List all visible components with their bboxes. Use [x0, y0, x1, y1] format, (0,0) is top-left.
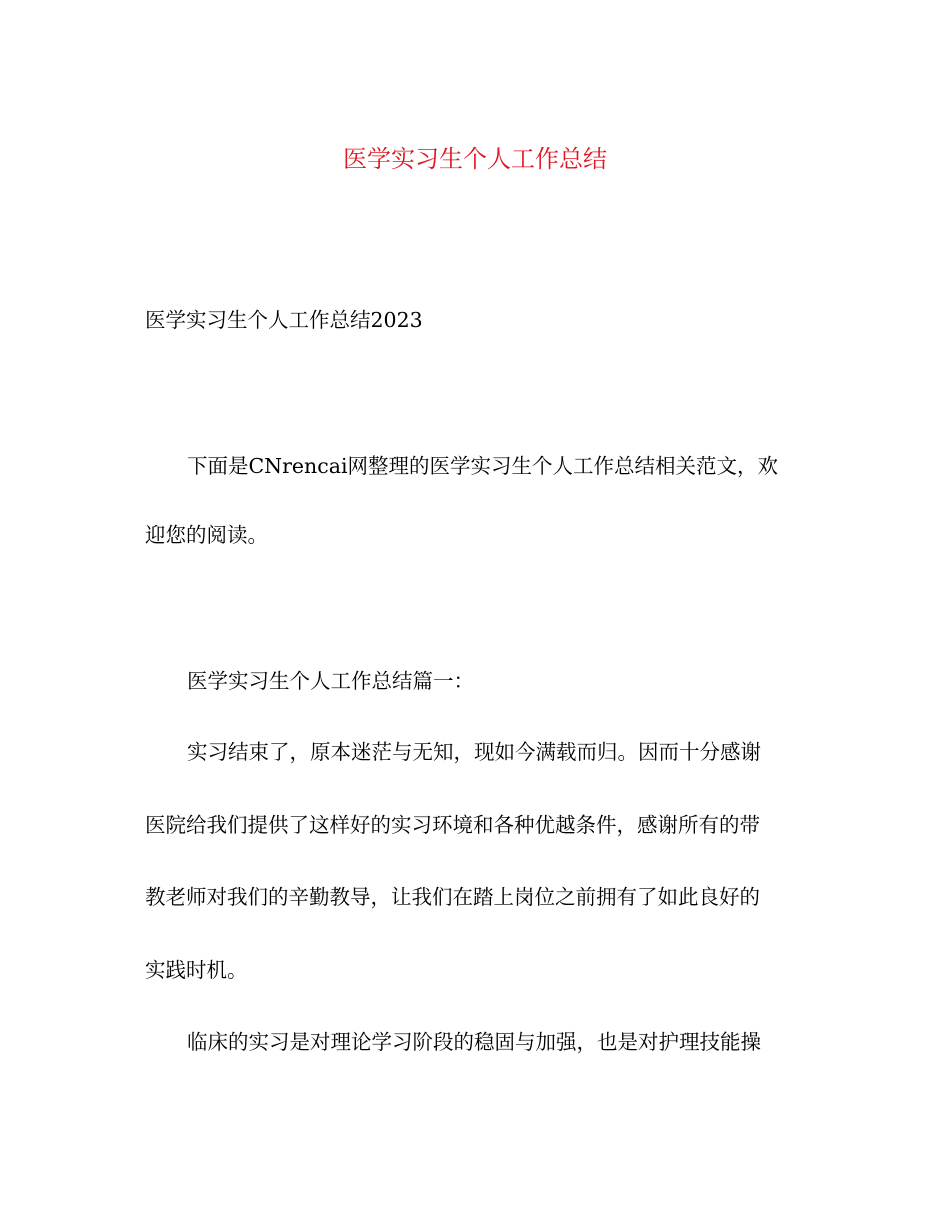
- document-title: 医学实习生个人工作总结: [343, 145, 607, 173]
- paragraph-line-3: 教老师对我们的辛勤教导，让我们在踏上岗位之前拥有了如此良好的: [145, 885, 760, 909]
- section-heading: 医学实习生个人工作总结篇一：: [187, 669, 474, 693]
- paragraph-line-2: 医院给我们提供了这样好的实习环境和各种优越条件，感谢所有的带: [145, 813, 760, 837]
- paragraph-line-4: 实践时机。: [145, 958, 248, 982]
- intro-line-1: 下面是CNrencai网整理的医学实习生个人工作总结相关范文，欢: [187, 454, 779, 478]
- paragraph-line-1: 实习结束了，原本迷茫与无知，现如今满载而归。因而十分感谢: [187, 740, 761, 764]
- document-subtitle: 医学实习生个人工作总结2023: [145, 308, 423, 332]
- paragraph-2-line-1: 临床的实习是对理论学习阶段的稳固与加强，也是对护理技能操: [187, 1030, 761, 1054]
- intro-line-2: 迎您的阅读。: [145, 523, 268, 547]
